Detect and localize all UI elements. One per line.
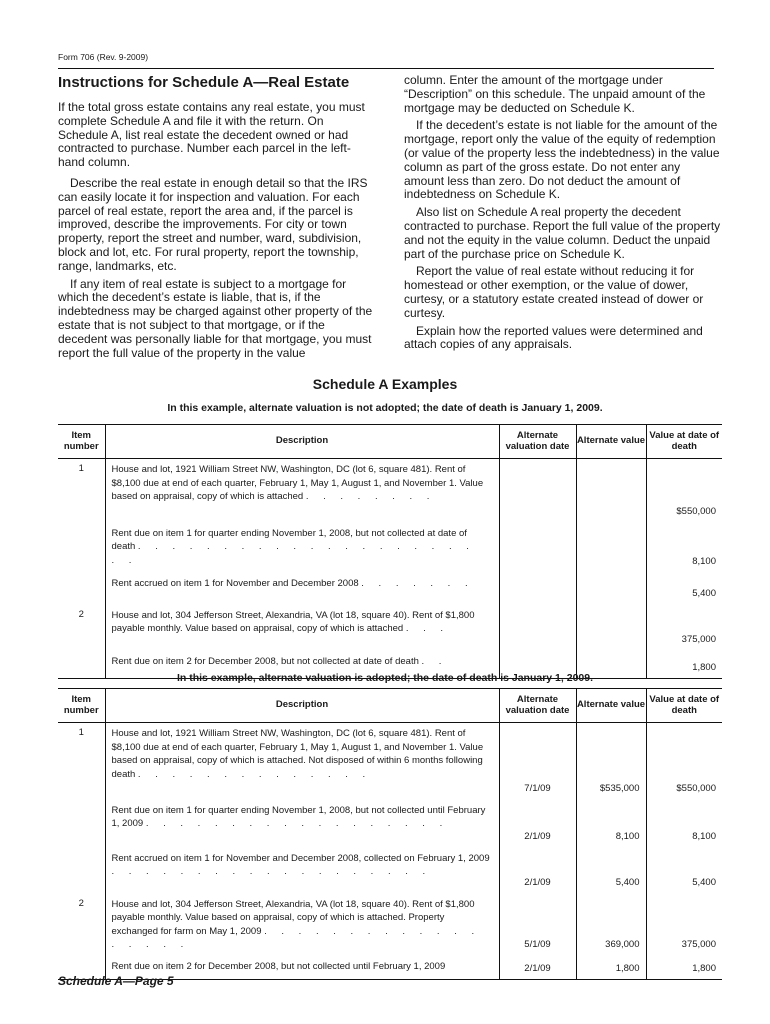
header-item-number: Item number	[58, 689, 105, 723]
item-number: 1	[78, 463, 84, 474]
alternate-value: 1,800	[576, 956, 646, 980]
table-row	[58, 523, 722, 573]
alternate-value: 369,000	[576, 894, 646, 956]
table-row	[58, 723, 722, 800]
form-label: Form 706 (Rev. 9-2009)	[58, 52, 149, 62]
value-at-death: $550,000	[646, 459, 722, 523]
item-number: 2	[78, 897, 84, 909]
example2-table	[58, 688, 722, 980]
alternate-valuation-date: 2/1/09	[499, 800, 576, 848]
alternate-valuation-date	[499, 523, 576, 573]
item-description	[105, 523, 499, 573]
top-rule	[58, 68, 714, 69]
alternate-valuation-date	[499, 573, 576, 605]
leader-dots: . . . . . . . . . . . . . . . . . . .	[111, 866, 432, 877]
value-at-death: 375,000	[646, 894, 722, 956]
example1-table	[58, 424, 722, 679]
header-description: Description	[105, 425, 499, 459]
value-at-death: 8,100	[646, 800, 722, 848]
leader-dots: . . . . . . . .	[305, 491, 436, 502]
header-alternate-valuation-date: Alternate valuation date	[499, 425, 576, 459]
table-row	[58, 573, 722, 605]
description-text: Rent accrued on item 1 for November and December 2008	[111, 577, 359, 589]
header-alternate-value: Alternate value	[576, 689, 646, 723]
page-footer: Schedule A—Page 5	[58, 974, 174, 988]
instructions-right-column	[404, 74, 722, 356]
alternate-value	[576, 459, 646, 523]
table-row	[58, 459, 722, 523]
alternate-value	[576, 573, 646, 605]
instructions-paragraph: Describe the real estate in enough detail so that the IRS can easily locate it for inspection and valuation. For each parcel of real estate, report the area and, if the parcel is improved, describe the improvements. For city or town property, report the street and number, ward, subdivision, block and lot, etc. For rural property, report the township, range, landmarks, etc.	[58, 175, 368, 273]
instructions-paragraph: Report the value of real estate without reducing it for homestead or other exemption, or the value of dower, curtesy, or a statutory estate created instead of dower or curtesy.	[404, 264, 704, 320]
alternate-valuation-date	[499, 459, 576, 523]
alternate-valuation-date: 7/1/09	[499, 723, 576, 800]
leader-dots: . . . . . . . . . . . . . .	[137, 768, 372, 780]
alternate-valuation-date: 2/1/09	[499, 848, 576, 894]
value-at-death: 5,400	[646, 573, 722, 605]
leader-dots: . . . . . . . . . . . . . . . . . .	[111, 925, 481, 950]
table-row	[58, 800, 722, 848]
item-description	[105, 605, 499, 651]
description-text: House and lot, 1921 William Street NW, Washington, DC (lot 6, square 481). Rent of $8,100 due at end of each quarter, February 1, May 1, August 1, and November 1. Value based on appraisal, copy of which is attached	[111, 464, 484, 502]
description-text: Rent due on item 1 for quarter ending November 1, 2008, but not collected at date of death	[111, 527, 467, 552]
instructions-paragraph: Also list on Schedule A real property the decedent contracted to purchase. Report the full value of the property and not the equity in the value column. Deduct the unpaid part of the purchase price on Schedule K.	[404, 205, 721, 261]
leader-dots: . . . . . . .	[361, 577, 474, 589]
instructions-left-column	[58, 74, 374, 364]
item-number: 2	[78, 608, 84, 620]
alternate-value: 8,100	[576, 800, 646, 848]
value-at-death: 8,100	[646, 523, 722, 573]
description-text: Rent due on item 2 for December 2008, but not collected until February 1, 2009	[111, 960, 446, 972]
description-text: Rent due on item 1 for quarter ending November 1, 2008, but not collected until February 1, 2009	[111, 804, 486, 829]
item-description	[105, 573, 499, 605]
leader-dots: . .	[421, 655, 448, 667]
item-description	[105, 800, 499, 848]
value-at-death: $550,000	[646, 723, 722, 800]
item-number	[58, 848, 105, 894]
header-alternate-value: Alternate value	[576, 425, 646, 459]
item-number	[58, 573, 105, 605]
table-row	[58, 894, 722, 956]
item-description	[105, 894, 499, 956]
header-alternate-valuation-date: Alternate valuation date	[499, 689, 576, 723]
value-at-death: 1,800	[646, 956, 722, 980]
value-at-death: 1,800	[646, 651, 722, 679]
item-description	[105, 723, 499, 800]
description-text: House and lot, 304 Jefferson Street, Alexandria, VA (lot 18, square 40). Rent of $1,800 payable monthly. Value based on appraisal, copy of which is attached	[111, 609, 475, 634]
alternate-value	[576, 605, 646, 651]
leader-dots: . . . . . . . . . . . . . . . . . .	[145, 818, 449, 829]
table-row	[58, 605, 722, 651]
alternate-valuation-date: 5/1/09	[499, 894, 576, 956]
table-row	[58, 848, 722, 894]
instructions-paragraph: column. Enter the amount of the mortgage under “Description” on this schedule. The unpaid amount of the mortgage may be deducted on Schedule K.	[404, 73, 706, 115]
description-text: House and lot, 1921 William Street NW, Washington, DC (lot 6, square 481). Rent of $8,100 due at end of each quarter, February 1, May 1, August 1, and November 1. Value based on appraisal, copy of which is attached. Not disposed of within 6 months following death	[111, 728, 484, 780]
example1-caption: In this example, alternate valuation is not adopted; the date of death is January 1, 2009.	[167, 402, 603, 414]
instructions-paragraph: If any item of real estate is subject to a mortgage for which the decedent’s estate is liable, that is, if the indebtedness may be charged against other property of the estate that is not subject to that mortgage, or if the decedent was personally liable for that mortgage, you must report the full value of the property in the value	[58, 276, 373, 360]
instructions-paragraph: If the decedent’s estate is not liable for the amount of the mortgage, report only the value of the equity of redemption (or value of the property less the indebtedness) in the value column as part of the gross estate. Do not enter any amount less than zero. Do not deduct the amount of indebtedness on Schedule K.	[404, 118, 720, 202]
alternate-value	[576, 523, 646, 573]
instructions-title: Instructions for Schedule A—Real Estate	[58, 74, 350, 91]
description-text: Rent due on item 2 for December 2008, but not collected at date of death	[111, 655, 419, 667]
value-at-death: 5,400	[646, 848, 722, 894]
instructions-paragraph: Explain how the reported values were determined and attach copies of any appraisals.	[404, 323, 703, 352]
item-description	[105, 848, 499, 894]
description-text: House and lot, 304 Jefferson Street, Alexandria, VA (lot 18, square 40). Rent of $1,800 payable monthly. Value based on appraisal, copy of which is attached. Property exchanged for farm on May 1, 2009	[111, 898, 475, 937]
item-number	[58, 523, 105, 573]
item-description	[105, 459, 499, 523]
leader-dots: . . . . . . . . . . . . . . . . . . . . . .	[111, 541, 475, 566]
item-number	[58, 800, 105, 848]
header-value-at-death: Value at date of death	[646, 425, 722, 459]
instructions-paragraph: If the total gross estate contains any real estate, you must complete Schedule A and file it with the return. On Schedule A, list real estate the decedent owned or had contracted to purchase. Number each parcel in the left-hand column.	[58, 100, 365, 170]
alternate-valuation-date: 2/1/09	[499, 956, 576, 980]
alternate-value: $535,000	[576, 723, 646, 800]
leader-dots: . . .	[405, 623, 450, 634]
description-text: Rent accrued on item 1 for November and December 2008, collected on February 1, 2009	[111, 852, 490, 864]
alternate-valuation-date	[499, 605, 576, 651]
example2-caption: In this example, alternate valuation is adopted; the date of death is January 1, 2009.	[176, 672, 594, 684]
header-value-at-death: Value at date of death	[646, 689, 722, 723]
alternate-value: 5,400	[576, 848, 646, 894]
item-number: 1	[78, 727, 84, 738]
examples-title: Schedule A Examples	[312, 376, 458, 392]
header-description: Description	[105, 689, 499, 723]
value-at-death: 375,000	[646, 605, 722, 651]
header-item-number: Item number	[58, 425, 105, 459]
